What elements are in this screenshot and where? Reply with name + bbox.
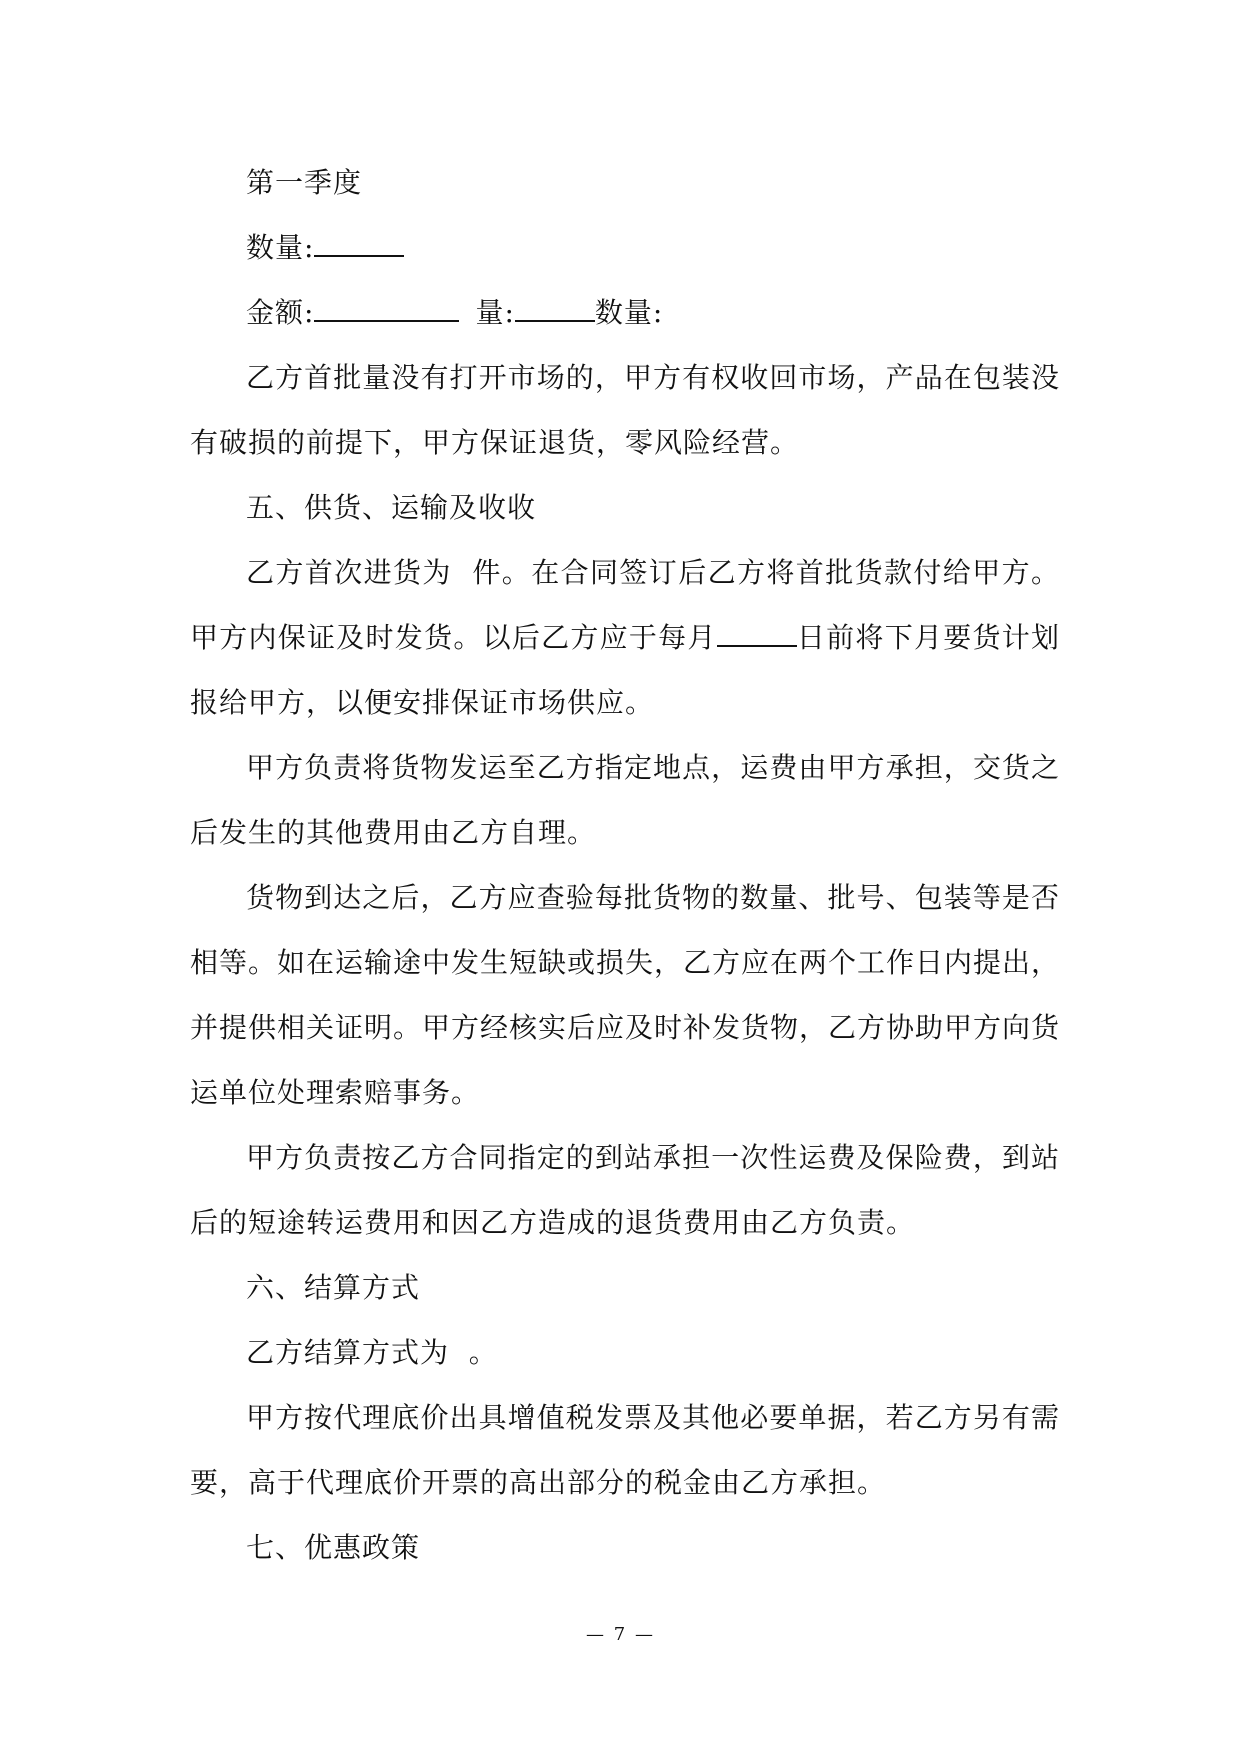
amount-line [190,280,1060,345]
supply-text-1: 乙方首次进货为 件。在合同签订后乙方将首批货款付给甲方。甲方内保证及时发货。以后乙方应于每月 [190,556,1060,654]
paragraph-freight: 甲方负责按乙方合同指定的到站承担一次性运费及保险费，到站后的短途转运费用和因乙方造成的退货费用由乙方负责。 [190,1141,1060,1239]
supply-text-2: 日前将下月要货计划报给甲方，以便安排保证市场供应。 [190,621,1060,719]
monthly-date-blank [717,615,797,647]
section-7-title: 七、优惠政策 [246,1531,421,1564]
page-number: — 7 — [586,1624,655,1645]
paragraph-transport: 甲方负责将货物发运至乙方指定地点，运费由甲方承担，交货之后发生的其他费用由乙方自理。 [190,751,1060,849]
document-body [190,150,1060,1580]
section-5-title: 五、供货、运输及收收 [246,491,537,524]
quantity-line [190,215,1060,280]
quantity-blank [314,225,404,257]
quarter-heading [190,150,1060,215]
amount-blank [314,290,459,322]
paragraph-supply [190,540,1060,735]
amount-label: 金额: [246,296,315,329]
section-6-title: 六、结算方式 [246,1271,421,1304]
amount-qty-label: 量: [475,296,515,329]
amount-qty-blank [515,290,595,322]
paragraph-settlement: 乙方结算方式为 。 [246,1336,498,1369]
quarter-heading-text: 第一季度 [246,166,363,199]
paragraph-first-batch: 乙方首批量没有打开市场的，甲方有权收回市场，产品在包装没有破损的前提下，甲方保证退货，零风险经营。 [190,361,1060,459]
quantity-label: 数量: [246,231,315,264]
amount-qty-label-2: 数量: [594,296,664,329]
paragraph-invoice: 甲方按代理底价出具增值税发票及其他必要单据，若乙方另有需要，高于代理底价开票的高出部分的税金由乙方承担。 [190,1401,1060,1499]
paragraph-inspection: 货物到达之后，乙方应查验每批货物的数量、批号、包装等是否相等。如在运输途中发生短缺或损失，乙方应在两个工作日内提出，并提供相关证明。甲方经核实后应及时补发货物，乙方协助甲方向货运单位处理索赔事务。 [190,881,1061,1109]
